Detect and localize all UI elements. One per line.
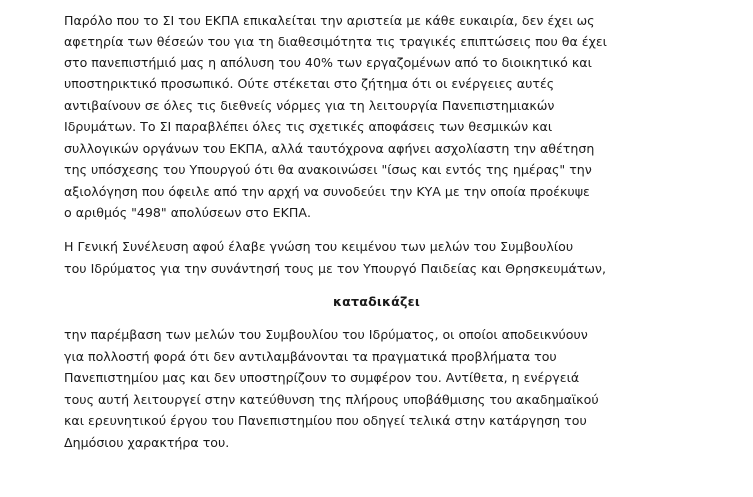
text-line: ο αριθμός "498" απολύσεων στο ΕΚΠΑ. [64, 205, 311, 220]
text-line: Η Γενική Συνέλευση αφού έλαβε γνώση του κειμένου των μελών του Συμβουλίου [64, 239, 574, 254]
text-line: Πανεπιστημίου μας και δεν υποστηρίζουν το συμφέρον του. Αντίθετα, η ενέργειά [64, 370, 580, 385]
text-line: της υπόσχεσης του Υπουργού ότι θα ανακοινώσει "ίσως και εντός της ημέρας" την [64, 162, 592, 177]
text-line: στο πανεπιστήμιό μας η απόλυση του 40% των εργαζομένων από το διοικητικό και [64, 55, 592, 70]
text-line: συλλογικών οργάνων του ΕΚΠΑ, αλλά ταυτόχρονα αφήνει ασχολίαστη την αθέτηση [64, 141, 595, 156]
text-line: Ιδρυμάτων. Το ΣΙ παραβλέπει όλες τις σχετικές αποφάσεις των θεσμικών και [64, 119, 553, 134]
text-line: Παρόλο που το ΣΙ του ΕΚΠΑ επικαλείται την αριστεία με κάθε ευκαιρία, δεν έχει ως [64, 13, 595, 28]
text-line: του Ιδρύματος για την συνάντησή τους με τον Υπουργό Παιδείας και Θρησκευμάτων, [64, 261, 606, 276]
text-line: αξιολόγηση που όφειλε από την αρχή να συνοδεύει την ΚΥΑ με την οποία προέκυψε [64, 184, 590, 199]
text-line: αφετηρία των θέσεών του για τη διαθεσιμότητα τις τραγικές επιπτώσεις που θα έχει [64, 34, 607, 49]
text-line: υποστηρικτικό προσωπικό. Ούτε στέκεται στο ζήτημα ότι οι ενέργειες αυτές [64, 76, 555, 91]
text-line: Δημόσιου χαρακτήρα του. [64, 435, 230, 450]
text-line: και ερευνητικού έργου του Πανεπιστημίου που οδηγεί τελικά στην κατάργηση του [64, 413, 587, 428]
text-line: τους αυτή λειτουργεί στην κατεύθυνση της πλήρους υποβάθμισης του ακαδημαϊκού [64, 392, 599, 407]
section-heading: καταδικάζει [332, 294, 420, 309]
text-line: αντιβαίνουν σε όλες τις διεθνείς νόρμες για τη λειτουργία Πανεπιστημιακών [64, 98, 555, 113]
text-line: για πολλοστή φορά ότι δεν αντιλαμβάνονται τα πραγματικά προβλήματα του [64, 349, 557, 364]
text-line: την παρέμβαση των μελών του Συμβουλίου του Ιδρύματος, οι οποίοι αποδεικνύουν [64, 327, 588, 342]
